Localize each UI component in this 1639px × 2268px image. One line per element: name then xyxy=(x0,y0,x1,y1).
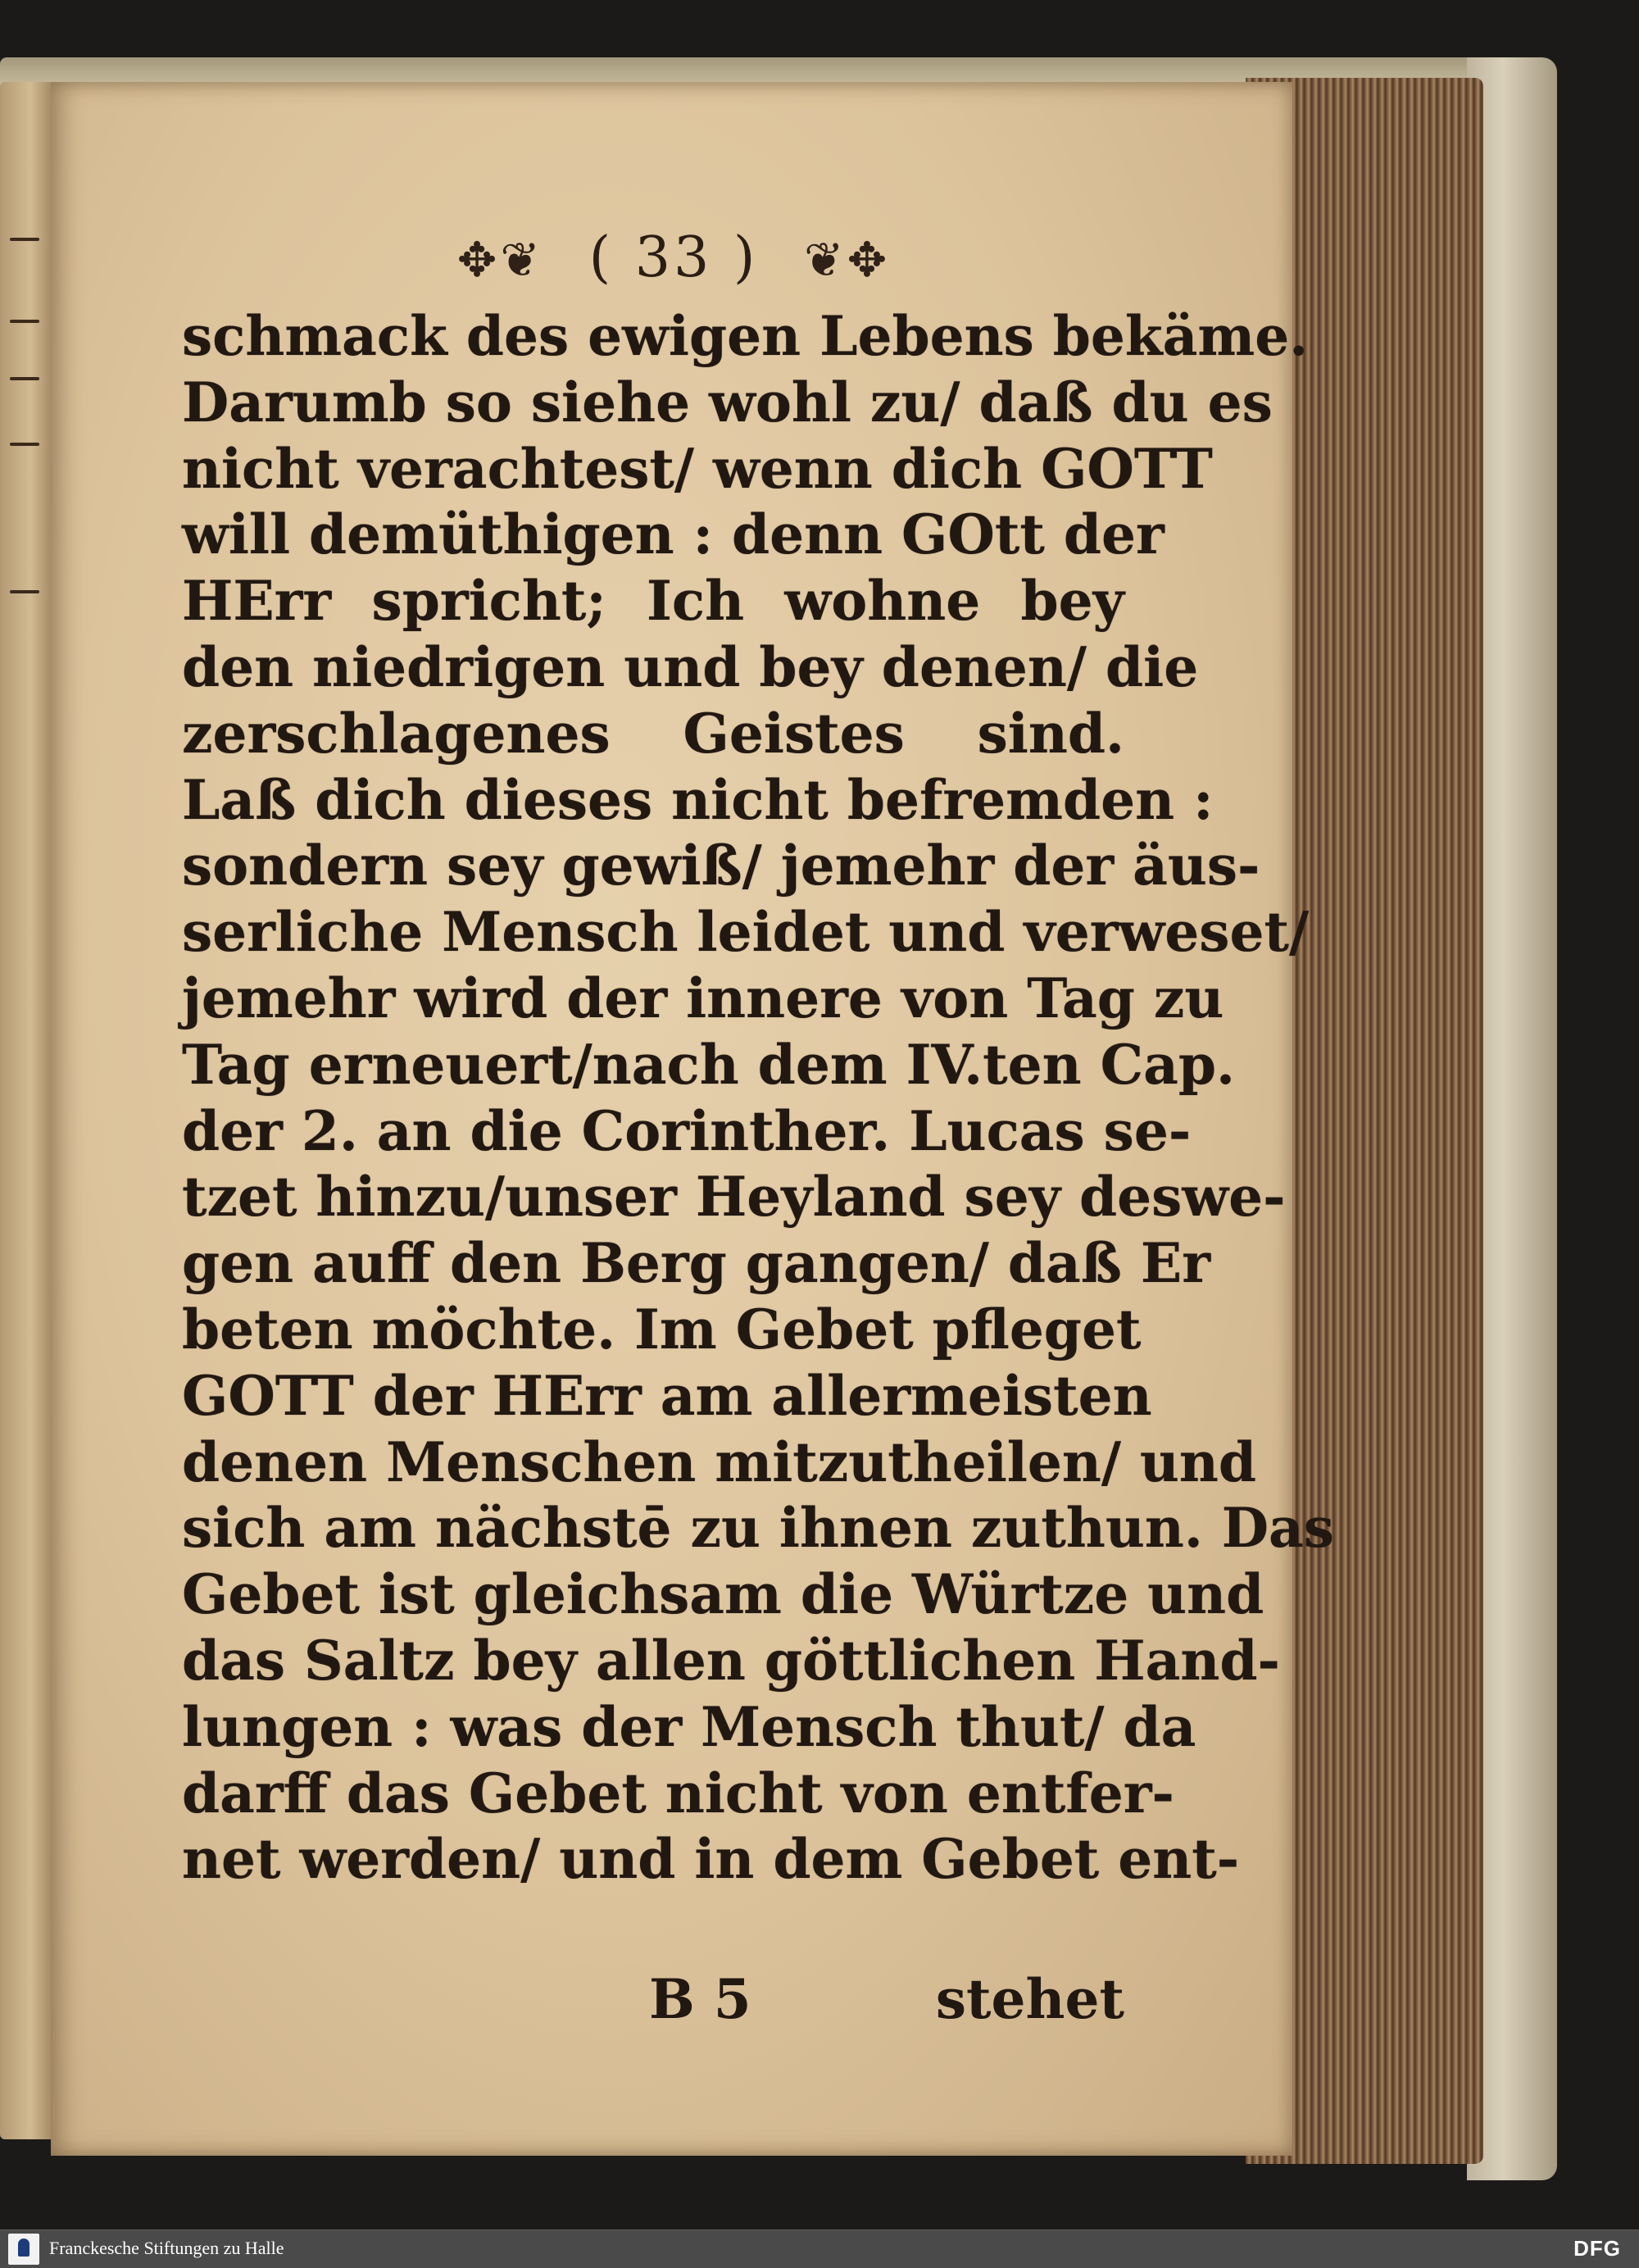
text-line: der 2. an die Corinther. Lucas se- xyxy=(182,1098,1192,1163)
bleed-mark xyxy=(10,443,39,446)
text-line: HErr spricht; Ich wohne bey xyxy=(182,569,1124,634)
ornament-left: ✥❦ xyxy=(456,232,543,288)
text-line: serliche Mensch leidet und verweset/ xyxy=(182,900,1310,965)
text-line: Gebet ist gleichsam die Würtze und xyxy=(182,1562,1264,1627)
bleed-mark xyxy=(10,590,39,593)
text-line: darff das Gebet nicht von entfer- xyxy=(182,1761,1174,1825)
bleed-mark xyxy=(10,377,39,380)
text-line: sondern sey gewiß/ jemehr der äus- xyxy=(182,834,1260,898)
text-line: lungen : was der Mensch thut/ da xyxy=(182,1694,1196,1759)
page-header xyxy=(51,225,1296,290)
institution-logo-icon xyxy=(8,2234,39,2265)
bleed-mark xyxy=(10,320,39,323)
dfg-logo: DFG xyxy=(1573,2236,1621,2261)
previous-page-edge xyxy=(0,82,51,2139)
text-line: Tag erneuert/nach dem IV.ten Cap. xyxy=(182,1032,1236,1097)
text-line: gen auff den Berg gangen/ daß Er xyxy=(182,1231,1210,1296)
text-line: sich am nächstē zu ihnen zuthun. Das xyxy=(182,1496,1334,1561)
book-page xyxy=(51,82,1334,2156)
text-line: zerschlagenes Geistes sind. xyxy=(182,701,1124,766)
text-line: tzet hinzu/unser Heyland sey deswe- xyxy=(182,1165,1286,1229)
text-line: das Saltz bey allen göttlichen Hand- xyxy=(182,1628,1280,1693)
bleed-mark xyxy=(10,238,39,241)
institution-name: Franckesche Stiftungen zu Halle xyxy=(49,2238,284,2258)
ornament-right: ❦✥ xyxy=(804,232,891,288)
text-line: net werden/ und in dem Gebet ent- xyxy=(182,1827,1240,1892)
text-line: nicht verachtest/ wenn dich GOTT xyxy=(182,436,1213,501)
signature-mark: B 5 xyxy=(649,1967,751,2031)
text-line: beten möchte. Im Gebet pfleget xyxy=(182,1297,1142,1361)
body-text xyxy=(182,303,1334,1893)
text-line: Darumb so siehe wohl zu/ daß du es xyxy=(182,370,1273,434)
text-line: denen Menschen mitzutheilen/ und xyxy=(182,1429,1257,1494)
text-line: den niedrigen und bey denen/ die xyxy=(182,634,1199,699)
text-line: Laß dich dieses nicht befremden : xyxy=(182,767,1214,832)
text-line: GOTT der HErr am allermeisten xyxy=(182,1363,1152,1428)
text-line: schmack des ewigen Lebens bekäme. xyxy=(182,304,1309,368)
page-footer xyxy=(182,1967,1124,2041)
text-line: jemehr wird der innere von Tag zu xyxy=(182,966,1224,1030)
catchword: stehet xyxy=(935,1967,1124,2031)
text-line: will demüthigen : denn GOtt der xyxy=(182,502,1165,567)
page-number: ( 33 ) xyxy=(588,225,759,290)
viewer-statusbar xyxy=(0,2229,1639,2268)
